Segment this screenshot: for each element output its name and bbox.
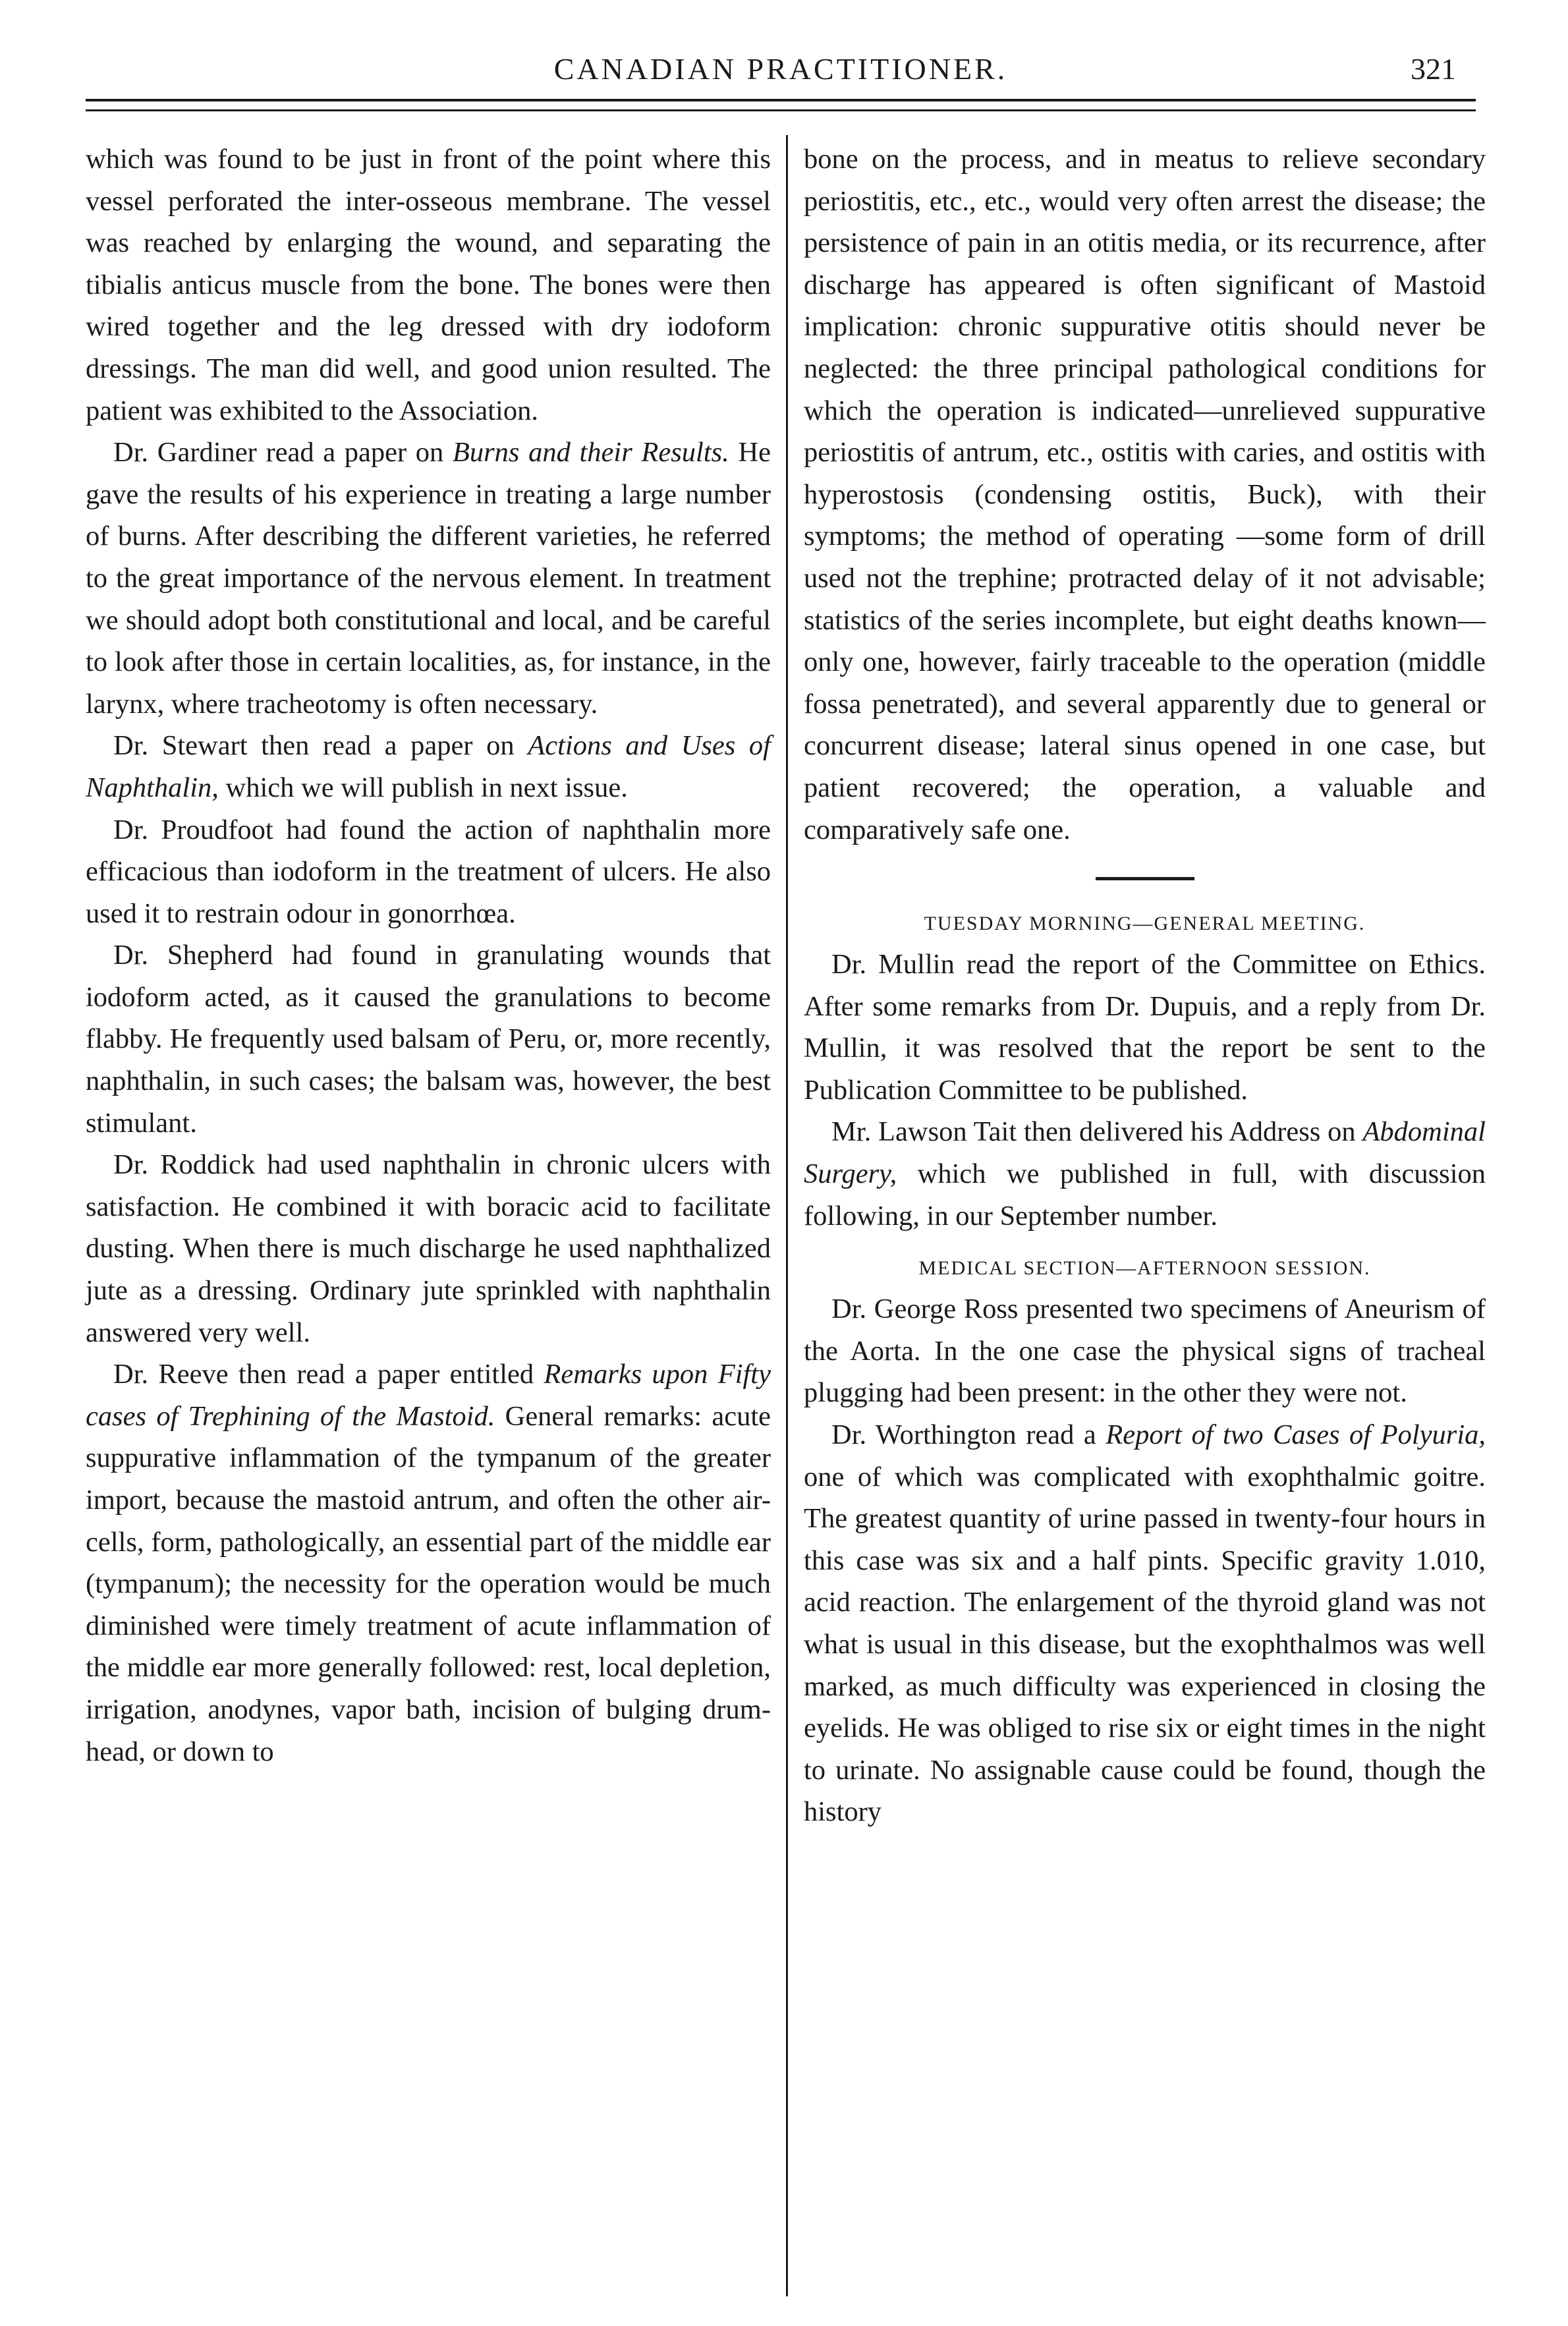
paragraph: Dr. Reeve then read a paper entitled Remarks upon Fifty cases of Trephining of the Mastoid. General remarks: acute suppurative inflammation of the tympanum of the greater import, because the mastoid antrum, and often the other air-cells, form, pathologically, an essential part of the middle ear (tympanum); the necessity for the operation would be much diminished were timely treatment of acute inflammation of the middle ear more generally followed: rest, local depletion, irrigation, anodynes, vapor bath, incision of bulging drum-head, or down to <box>86 1359 771 1767</box>
paper-title: Abdominal Surgery, <box>804 1116 1486 1190</box>
page-number: 321 <box>1411 52 1456 86</box>
paragraph: Dr. Shepherd had found in granulating wounds that iodoform acted, as it caused the granulations to become flabby. He frequently used balsam of Peru, or, more recently, naphthalin, in such cases; the balsam was, however, the best stimulant. <box>86 940 771 1139</box>
running-head <box>86 46 1476 99</box>
paragraph: Dr. Proudfoot had found the action of naphthalin more efficacious than iodoform in the treatment of ulcers. He also used it to restrain odour in gonorrhœa. <box>86 814 771 929</box>
left-column <box>86 138 771 1773</box>
running-title: CANADIAN PRACTITIONER. <box>553 52 1008 86</box>
paragraph: Dr. Gardiner read a paper on Burns and their Results. He gave the results of his experience in treating a large number of burns. After describing the different varieties, he referred to the great importance of the nervous element. In treatment we should adopt both constitutional and local, and be careful to look after those in certain localities, as, for instance, in the larynx, where tracheotomy is often necessary. <box>86 437 771 720</box>
section-heading: TUESDAY MORNING—GENERAL MEETING. <box>924 913 1366 935</box>
section-divider <box>1096 877 1194 880</box>
paragraph: Dr. Stewart then read a paper on Actions and Uses of Naphthalin, which we will publish in next issue. <box>86 730 771 803</box>
header-rule-secondary <box>86 109 1476 111</box>
header-rule <box>86 99 1476 101</box>
paragraph: Dr. George Ross presented two specimens of Aneurism of the Aorta. In the one case the physical signs of tracheal plugging had been present: in the other they were not. <box>804 1293 1486 1409</box>
column-divider <box>786 135 788 2296</box>
section-heading: MEDICAL SECTION—AFTERNOON SESSION. <box>918 1257 1371 1280</box>
paragraph: Dr. Worthington read a Report of two Cases of Polyuria, one of which was complicated with exophthalmic goitre. The greatest quantity of urine passed in twenty-four hours in this case was six and a half pints. Specific gravity 1.010, acid reaction. The enlargement of the thyroid gland was not what is usual in this disease, but the exophthalmos was well marked, as much difficulty was experienced in closing the eyelids. He was obliged to rise six or eight times in the night to urinate. No assignable cause could be found, though the history <box>804 1419 1486 1828</box>
paper-title: Report of two Cases of Polyuria, <box>1106 1419 1486 1451</box>
paragraph: Dr. Mullin read the report of the Committee on Ethics. After some remarks from Dr. Dupuis, and a reply from Dr. Mullin, it was resolved that the report be sent to the Publication Committee to be published. <box>804 949 1486 1106</box>
paper-title: Actions and Uses of Naphthalin, <box>86 730 771 803</box>
paragraph: Mr. Lawson Tait then delivered his Address on Abdominal Surgery, which we published in full, with discussion following, in our September number. <box>804 1116 1486 1232</box>
paper-title: Remarks upon Fifty cases of Trephining of the Mastoid. <box>86 1359 771 1432</box>
paper-title: Burns and their Results. <box>452 437 729 468</box>
paragraph: Dr. Roddick had used naphthalin in chronic ulcers with satisfaction. He combined it with boracic acid to facilitate dusting. When there is much discharge he used naphthalized jute as a dressing. Ordinary jute sprinkled with naphthalin answered very well. <box>86 1149 771 1348</box>
paragraph: which was found to be just in front of the point where this vessel perforated the inter-osseous membrane. The vessel was reached by enlarging the wound, and separating the tibialis anticus muscle from the bone. The bones were then wired together and the leg dressed with dry iodoform dressings. The man did well, and good union resulted. The patient was exhibited to the Association. <box>86 144 771 426</box>
paragraph: bone on the process, and in meatus to relieve secondary periostitis, etc., etc., would very often arrest the disease; the persistence of pain in an otitis media, or its recurrence, after discharge has appeared is often significant of Mastoid implication: chronic suppurative otitis should never be neglected: the three principal pathological conditions for which the operation is indicated—unrelieved suppurative periostitis of antrum, etc., ostitis with caries, and ostitis with hyperostosis (condensing ostitis, Buck), with their symptoms; the method of operating —some form of drill used not the trephine; protracted delay of it not advisable; statistics of the series incomplete, but eight deaths known—only one, however, fairly traceable to the operation (middle fossa penetrated), and several apparently due to general or concurrent disease; lateral sinus opened in one case, but patient recovered; the operation, a valuable and comparatively safe one. <box>804 144 1486 845</box>
right-column <box>804 138 1486 1833</box>
